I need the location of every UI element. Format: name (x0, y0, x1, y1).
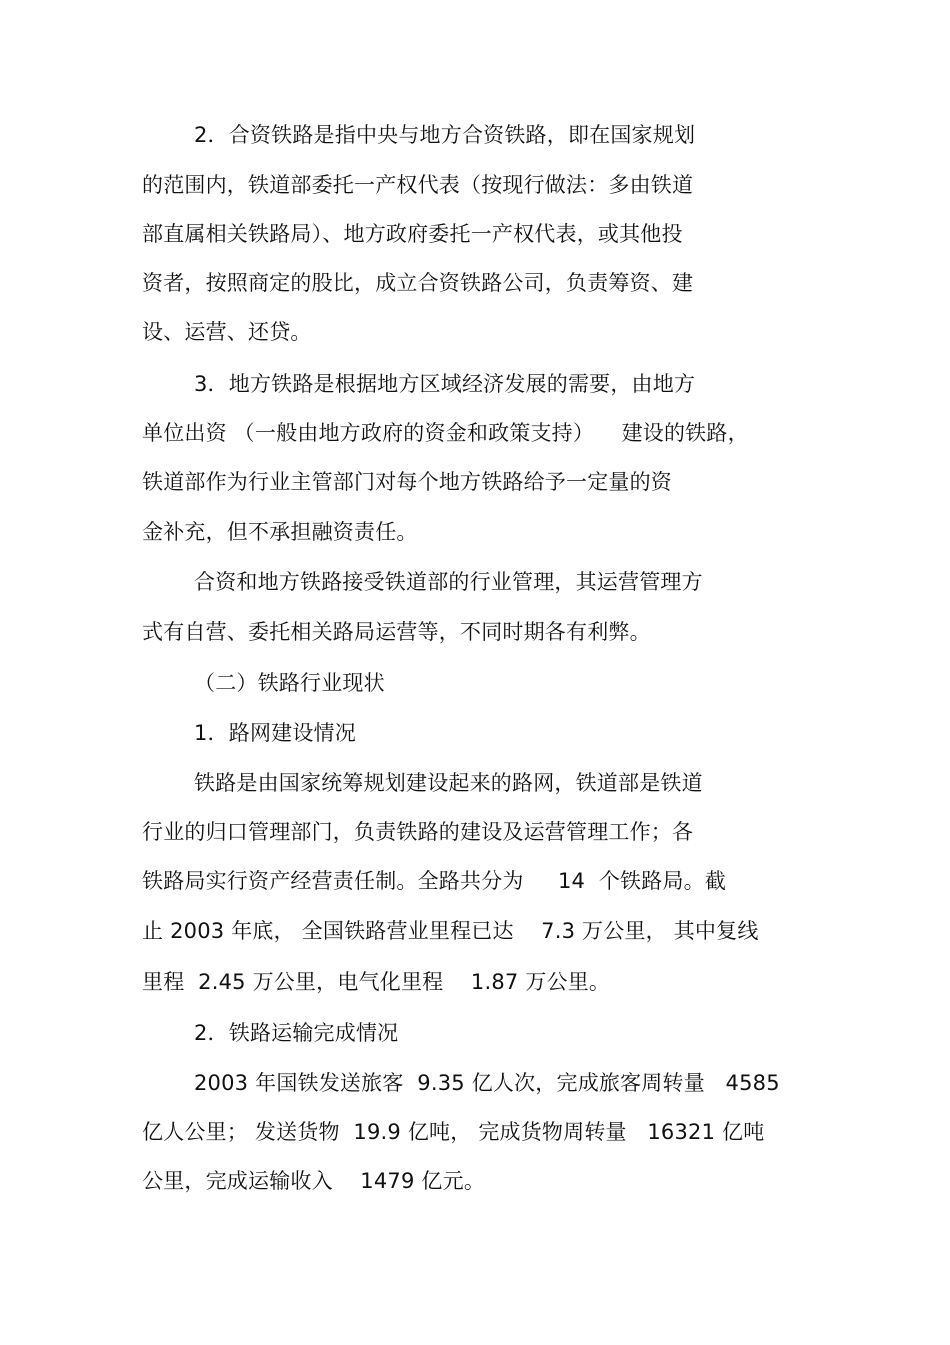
subsection-heading: 1．路网建设情况 (194, 721, 356, 745)
paragraph-line: 行业的归口管理部门，负责铁路的建设及运营管理工作；各 (142, 820, 694, 844)
paragraph-line: 止 2003 年底， 全国铁路营业里程已达 7.3 万公里， 其中复线 (142, 919, 759, 943)
paragraph-line: 的范围内，铁道部委托一产权代表（按现行做法：多由铁道 (142, 173, 694, 197)
paragraph-line: 单位出资 （一般由地方政府的资金和政策支持） 建设的铁路， (142, 421, 749, 445)
paragraph-line: 式有自营、委托相关路局运营等，不同时期各有利弊。 (142, 620, 651, 644)
paragraph-line: 铁路是由国家统筹规划建设起来的路网，铁道部是铁道 (194, 771, 703, 795)
paragraph-line: 部直属相关铁路局）、地方政府委托一产权代表，或其他投 (142, 222, 683, 246)
paragraph-line: 亿人公里； 发送货物 19.9 亿吨， 完成货物周转量 16321 亿吨 (142, 1120, 765, 1144)
paragraph-line: 公里，完成运输收入 1479 亿元。 (142, 1169, 486, 1193)
paragraph-line: 2003 年国铁发送旅客 9.35 亿人次，完成旅客周转量 4585 (194, 1071, 780, 1095)
paragraph-line: 资者，按照商定的股比，成立合资铁路公司，负责筹资、建 (142, 271, 694, 295)
section-heading: （二）铁路行业现状 (194, 671, 385, 695)
paragraph-line: 铁路局实行资产经营责任制。全路共分为 14 个铁路局。截 (142, 869, 727, 893)
paragraph-line: 铁道部作为行业主管部门对每个地方铁路给予一定量的资 (142, 470, 672, 494)
subsection-heading: 2．铁路运输完成情况 (194, 1021, 399, 1045)
paragraph-line: 设、运营、还贷。 (142, 320, 312, 344)
paragraph-line: 2．合资铁路是指中央与地方合资铁路，即在国家规划 (194, 123, 696, 147)
paragraph-line: 合资和地方铁路接受铁道部的行业管理，其运营管理方 (194, 570, 703, 594)
paragraph-line: 里程 2.45 万公里，电气化里程 1.87 万公里。 (142, 970, 611, 994)
paragraph-line: 3．地方铁路是根据地方区域经济发展的需要，由地方 (194, 372, 696, 396)
paragraph-line: 金补充，但不承担融资责任。 (142, 520, 418, 544)
